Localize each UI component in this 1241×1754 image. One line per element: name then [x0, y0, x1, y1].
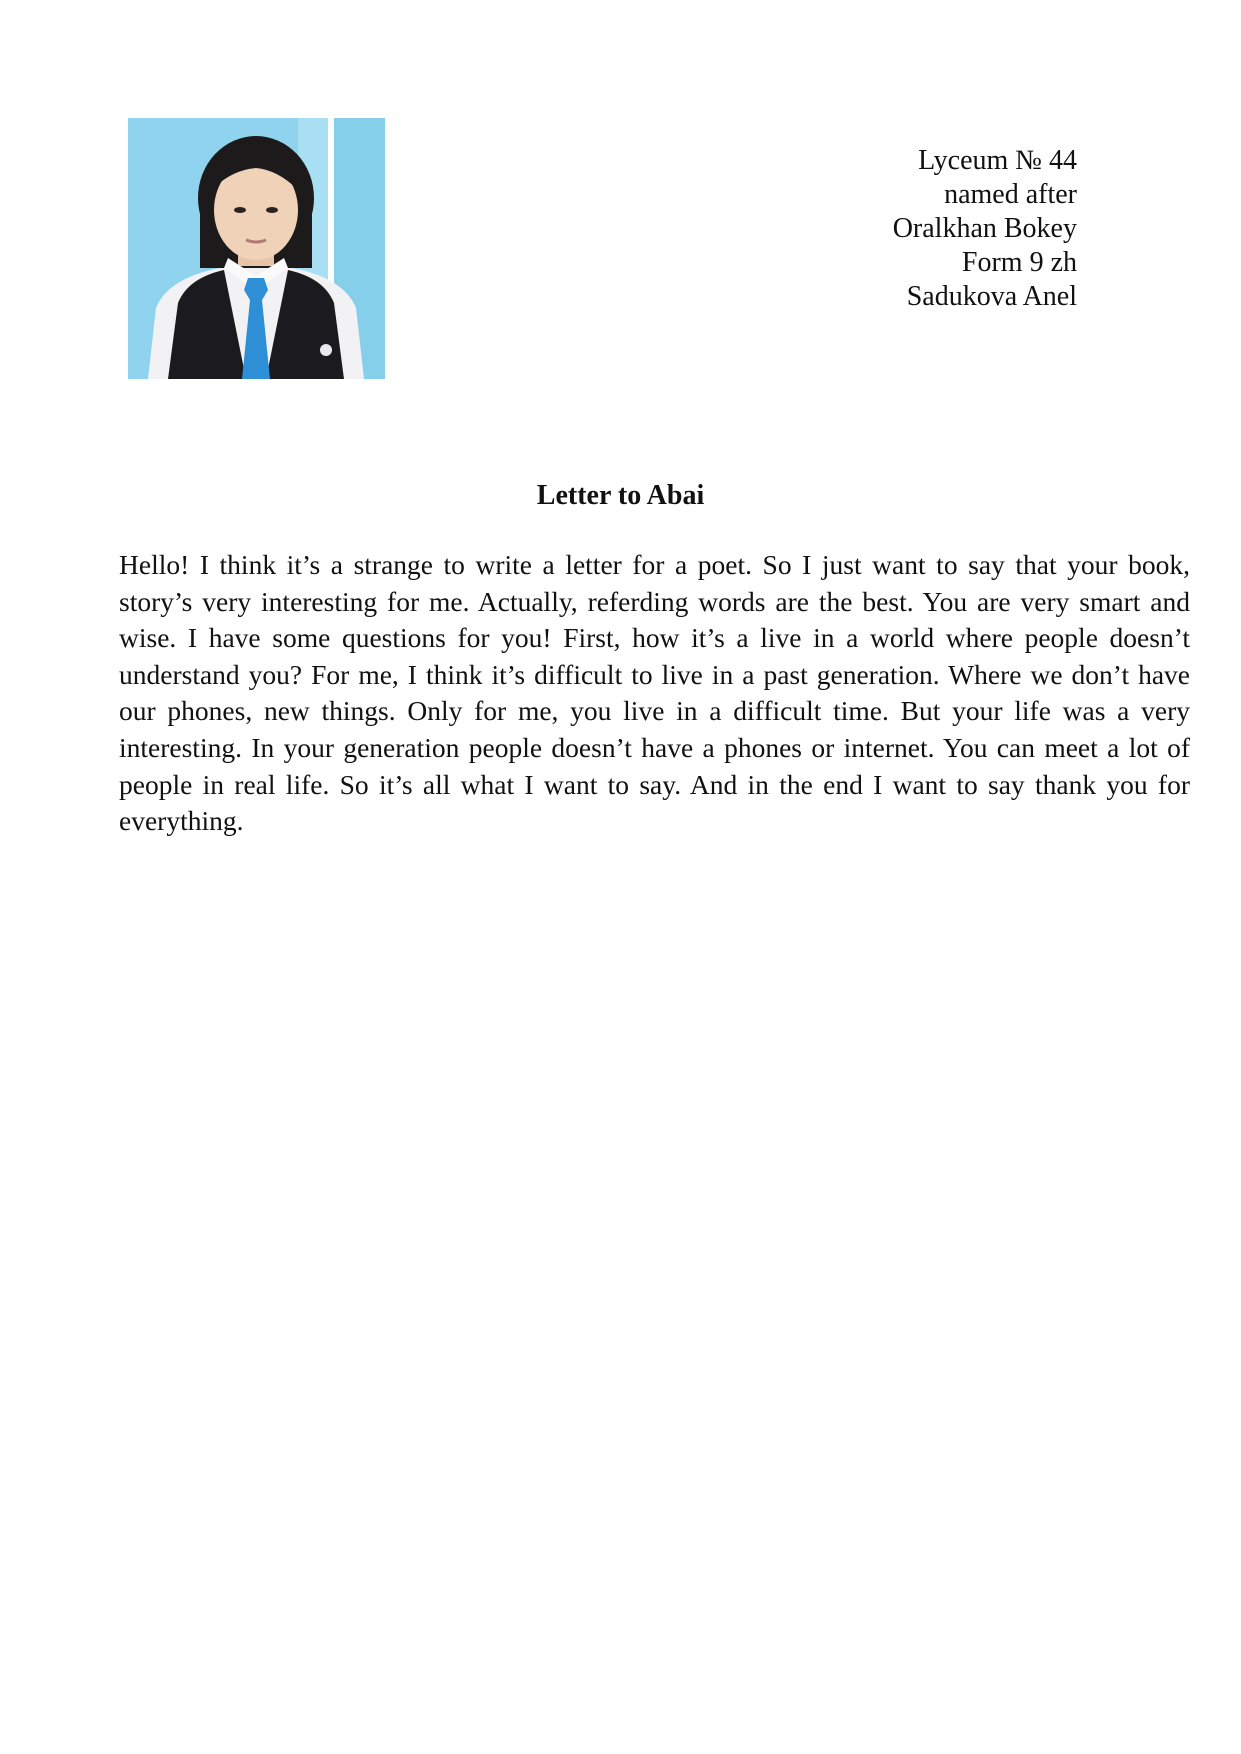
student-name: Sadukova Anel	[906, 281, 1077, 312]
school-patron: Oralkhan Bokey	[892, 213, 1077, 244]
student-portrait-icon	[128, 118, 385, 379]
school-info	[893, 144, 1077, 314]
letter-title: Letter to Abai	[536, 480, 705, 511]
letter-body: Hello! I think it’s a strange to write a letter for a poet. So I just want to say that your book, story’s very interesting for me. Actually, referding words are the best. You are very smart and wise. I have some questions for you! First, how it’s a live in a world where people doesn’t understand you? For me, I think it’s difficult to live in a past generation. Where we don’t have our phones, new things. Only for me, you live in a difficult time. But your life was a very interesting. In your generation people doesn’t have a phones or internet. You can meet a lot of people in real life. So it’s all what I want to say. And in the end I want to say thank you for everything.	[119, 549, 1190, 837]
school-named-after: named after	[944, 179, 1077, 210]
student-photo	[128, 118, 385, 379]
student-form: Form 9 zh	[961, 247, 1077, 278]
school-name: Lyceum № 44	[918, 145, 1077, 176]
